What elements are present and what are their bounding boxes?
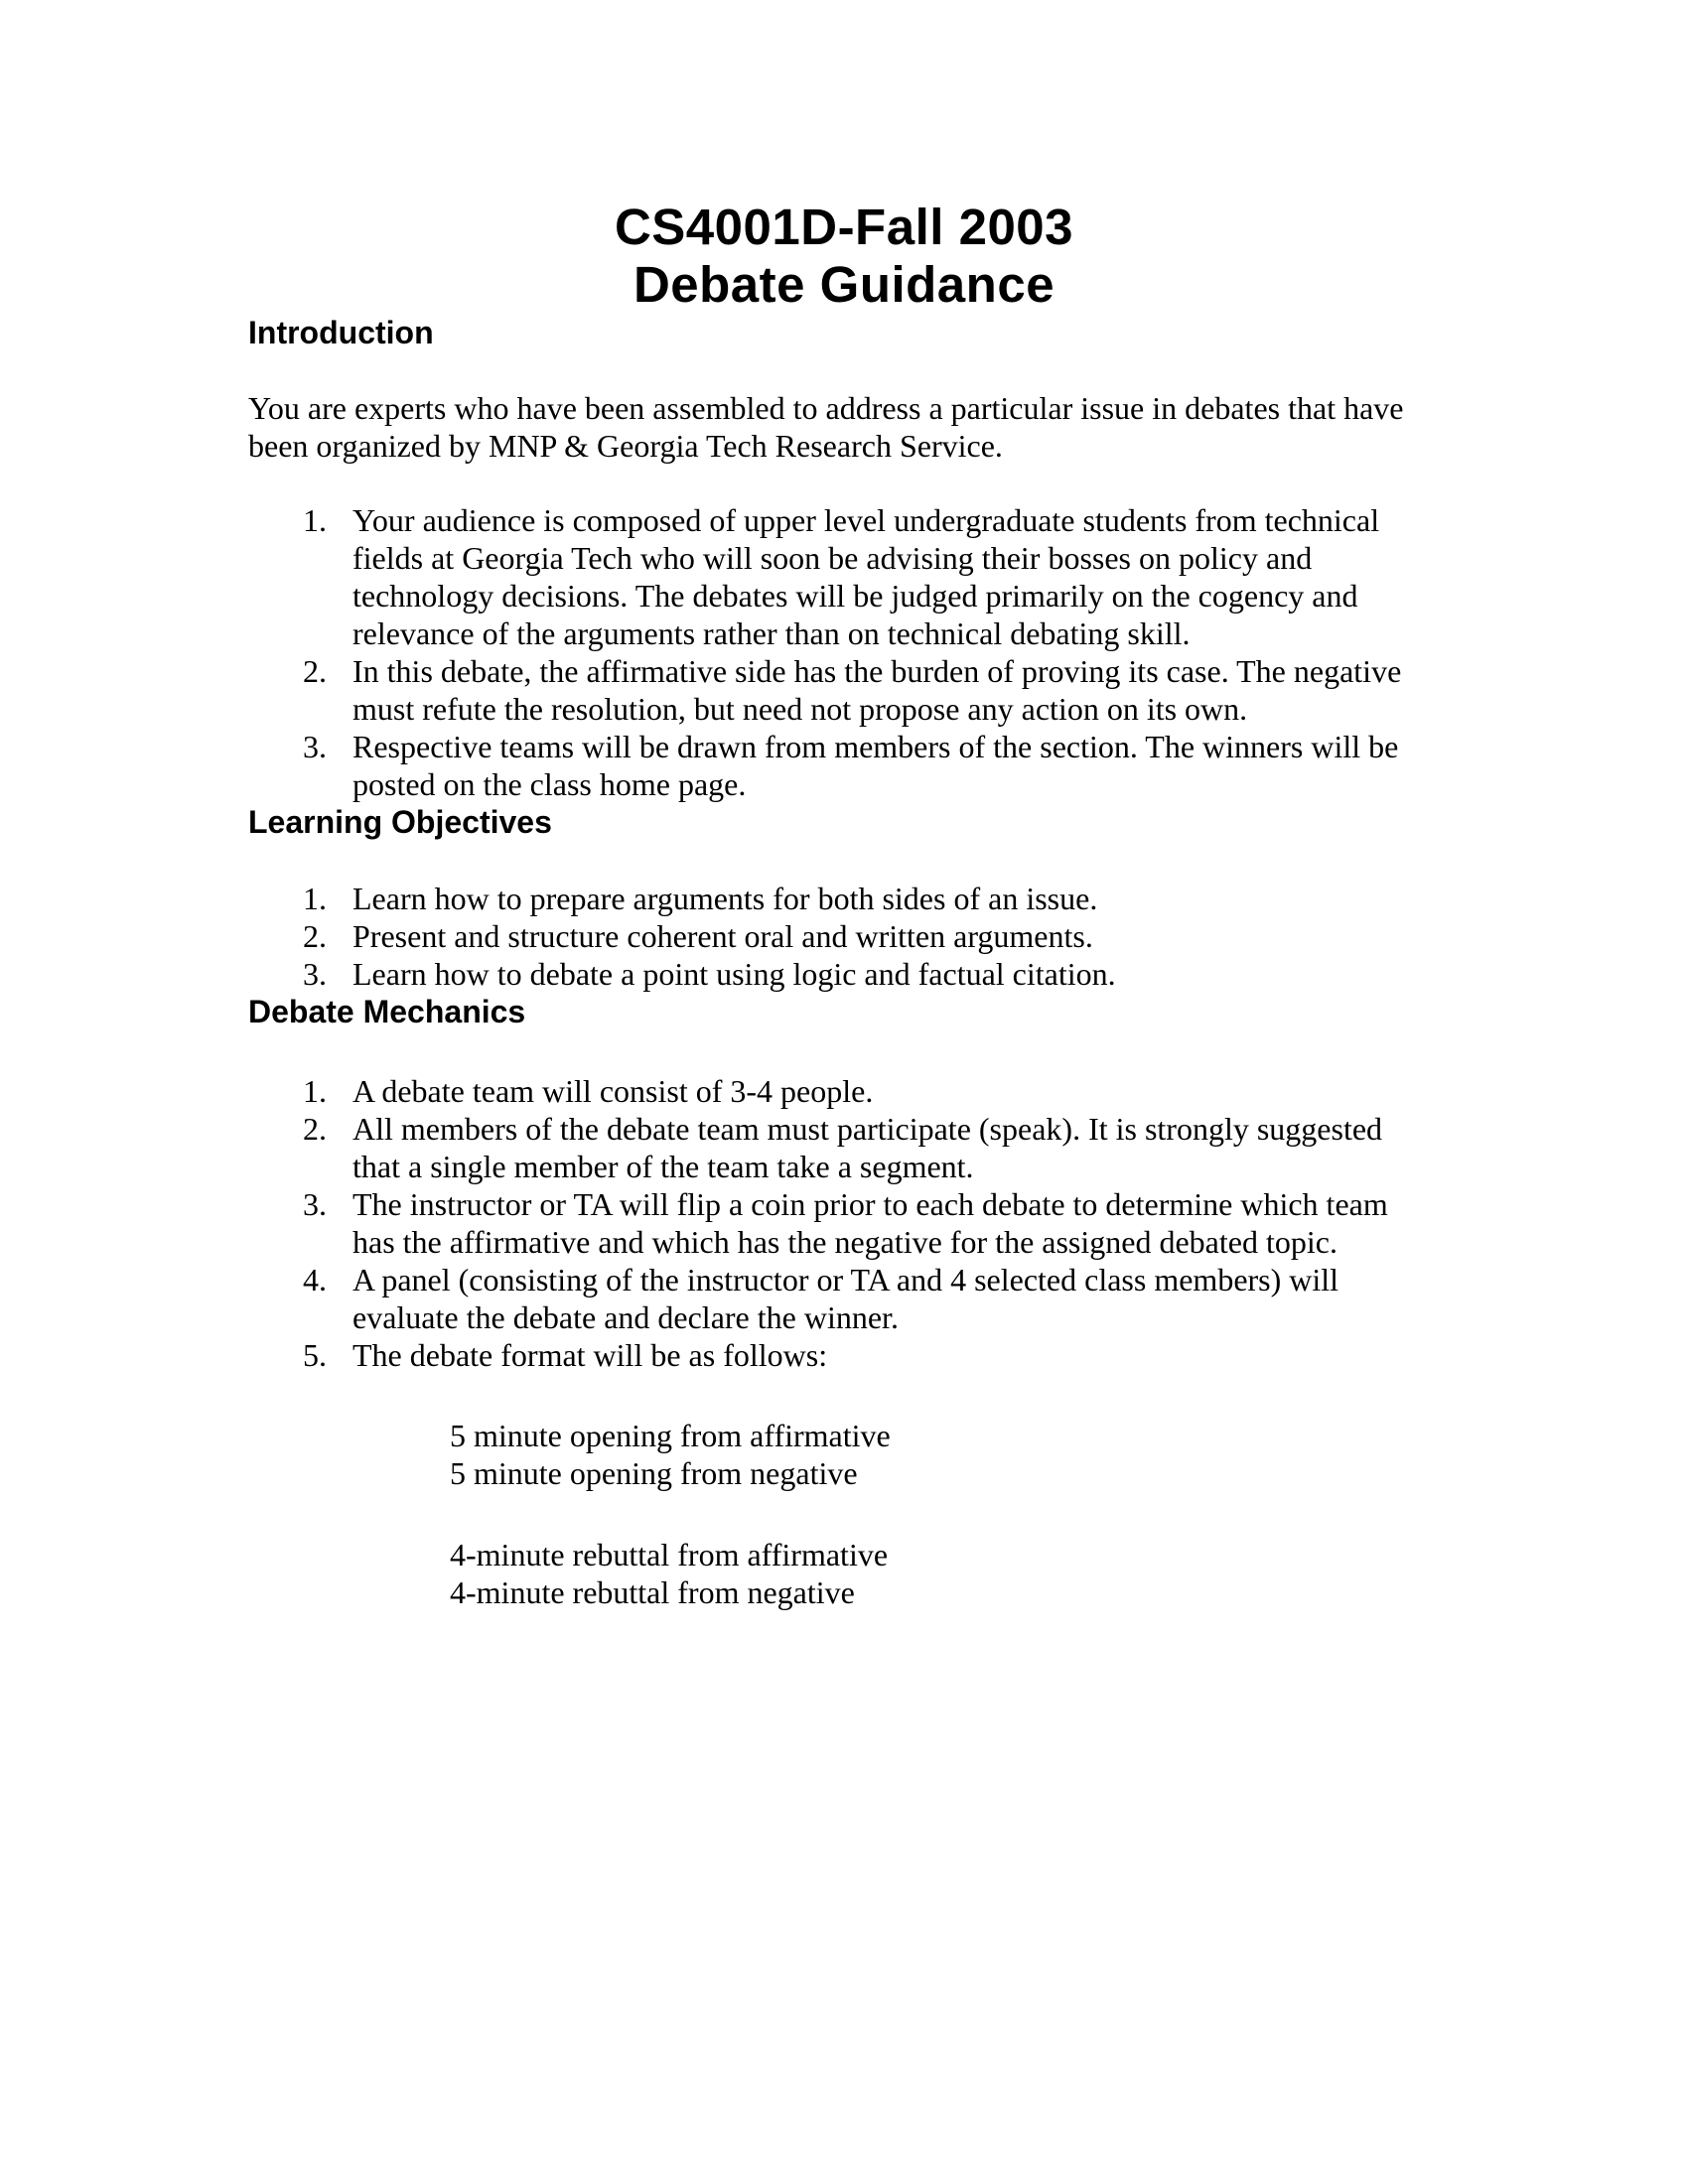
list-item-number: 1. bbox=[303, 1073, 327, 1109]
format-line: 5 minute opening from affirmative bbox=[450, 1418, 891, 1453]
list-item-text: Learn how to debate a point using logic and factual citation. bbox=[352, 956, 1116, 992]
list-item bbox=[248, 917, 1440, 955]
list-item bbox=[248, 880, 1440, 917]
document-title bbox=[0, 199, 1688, 314]
debate-format-rebuttals bbox=[450, 1536, 1440, 1611]
list-item bbox=[248, 1110, 1440, 1185]
list-item-number: 5. bbox=[303, 1337, 327, 1373]
introduction-heading: Introduction bbox=[248, 315, 434, 350]
list-item-text: The instructor or TA will flip a coin prior to each debate to determine which team has the affirmative and which has the negative for the assigned debated topic. bbox=[352, 1186, 1388, 1260]
list-item bbox=[248, 1261, 1440, 1336]
list-item bbox=[248, 1185, 1440, 1261]
debate-format-openings bbox=[450, 1417, 1440, 1492]
list-item bbox=[248, 955, 1440, 993]
list-item-number: 1. bbox=[303, 881, 327, 916]
list-item bbox=[248, 728, 1440, 803]
introduction-list bbox=[248, 501, 1440, 803]
introduction-paragraph: You are experts who have been assembled to address a particular issue in debates that have been organized by MNP & Georgia Tech Research Service. bbox=[248, 390, 1404, 464]
list-item bbox=[248, 501, 1440, 652]
title-line-2: Debate Guidance bbox=[633, 256, 1055, 313]
document-body bbox=[248, 314, 1440, 1611]
list-item-text: All members of the debate team must participate (speak). It is strongly suggested that a single member of the team take a segment. bbox=[352, 1111, 1383, 1184]
list-item-text: A panel (consisting of the instructor or TA and 4 selected class members) will evaluate the debate and declare the winner. bbox=[352, 1262, 1339, 1335]
format-line: 4-minute rebuttal from negative bbox=[450, 1574, 855, 1610]
list-item-text: Learn how to prepare arguments for both sides of an issue. bbox=[352, 881, 1098, 916]
list-item bbox=[248, 1336, 1440, 1374]
section-learning-objectives bbox=[248, 803, 1440, 993]
list-item-number: 3. bbox=[303, 729, 327, 764]
list-item-number: 2. bbox=[303, 653, 327, 689]
format-line: 5 minute opening from negative bbox=[450, 1455, 858, 1491]
format-line: 4-minute rebuttal from affirmative bbox=[450, 1537, 889, 1572]
learning-objectives-list bbox=[248, 880, 1440, 993]
list-item-number: 1. bbox=[303, 502, 327, 538]
list-item-text: A debate team will consist of 3-4 people. bbox=[352, 1073, 874, 1109]
section-introduction bbox=[248, 314, 1440, 803]
learning-objectives-heading: Learning Objectives bbox=[248, 804, 552, 840]
list-item-number: 2. bbox=[303, 918, 327, 954]
list-item-text: The debate format will be as follows: bbox=[352, 1337, 828, 1373]
list-item-text: In this debate, the affirmative side has the burden of proving its case. The negative must refute the resolution, but need not propose any action on its own. bbox=[352, 653, 1402, 727]
list-item-text: Present and structure coherent oral and written arguments. bbox=[352, 918, 1093, 954]
title-line-1: CS4001D-Fall 2003 bbox=[614, 199, 1074, 255]
debate-mechanics-list bbox=[248, 1072, 1440, 1374]
debate-mechanics-heading: Debate Mechanics bbox=[248, 994, 526, 1029]
list-item bbox=[248, 1072, 1440, 1110]
list-item-text: Respective teams will be drawn from members of the section. The winners will be posted on the class home page. bbox=[352, 729, 1399, 802]
list-item-number: 2. bbox=[303, 1111, 327, 1147]
list-item-number: 4. bbox=[303, 1262, 327, 1297]
section-debate-mechanics bbox=[248, 993, 1440, 1611]
list-item bbox=[248, 652, 1440, 728]
list-item-number: 3. bbox=[303, 1186, 327, 1222]
debate-format-schedule bbox=[450, 1417, 1440, 1611]
list-item-number: 3. bbox=[303, 956, 327, 992]
list-item-text: Your audience is composed of upper level undergraduate students from technical fields at Georgia Tech who will soon be advising their bosses on policy and technology decisions. The debates will be judged primarily on the cogency and relevance of the arguments rather than on technical debating skill. bbox=[352, 502, 1380, 651]
